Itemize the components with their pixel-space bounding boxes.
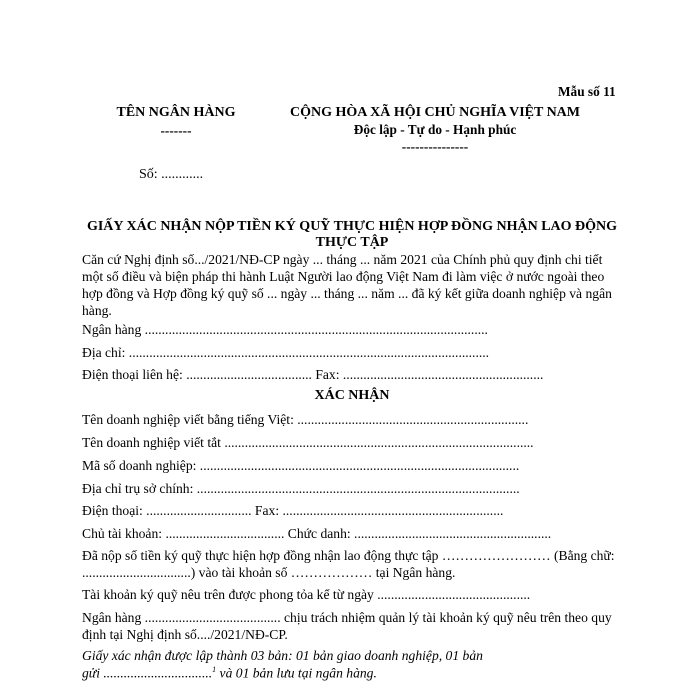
motto-divider: --------------- xyxy=(401,139,469,154)
form-number: Mẫu số 11 xyxy=(558,84,616,99)
deposit-text: Đã nộp số tiền ký quỹ thực hiện hợp đồng nhận lao động thực tập …………………… (Bằng chữ: ................................) vào tài khoản số ……………… tại Ngân hàng. xyxy=(82,548,615,580)
footer-note-line-1: Giấy xác nhận được lập thành 03 bản: 01 bản giao doanh nghiệp, 01 bản xyxy=(82,648,483,663)
footer-note-recipient: gửi ................................ xyxy=(82,665,213,681)
document-title: GIẤY XÁC NHẬN NỘP TIỀN KÝ QUỸ THỰC HIỆN HỢP ĐỒNG NHẬN LAO ĐỘNG THỰC TẬP xyxy=(86,219,618,250)
bank-name-divider: ------- xyxy=(160,123,192,138)
bank-line: Ngân hàng ..................................................................................................... xyxy=(82,322,488,337)
blockade-text: Tài khoản ký quỹ nêu trên được phong tỏa kể từ ngày ............................................. xyxy=(82,587,531,602)
account-holder-line: Chủ tài khoản: ................................... Chức danh: .......................................................... xyxy=(82,526,552,541)
footer-note-tail: và 01 bản lưu tại ngân hàng. xyxy=(216,665,377,681)
company-code-line: Mã số doanh nghiệp: .............................................................................................. xyxy=(82,458,520,473)
footer-note-line-2 xyxy=(82,665,377,682)
bank-phone-fax-line: Điện thoại liên hệ: ..................................... Fax: ........................................................... xyxy=(82,367,544,382)
confirm-heading: XÁC NHẬN xyxy=(314,388,390,403)
preamble-text: Căn cứ Nghị định số.../2021/NĐ-CP ngày ... tháng ... năm 2021 của Chính phủ quy định chi tiết một số điều và biện pháp thi hành Luật Người lao động Việt Nam đi làm việc ở nước ngoài theo hợp đồng và Hợp đồng ký quỹ số ... ngày ... tháng ... năm ... đã ký kết giữa doanh nghiệp và ngân hàng. xyxy=(82,252,612,318)
company-name-vn-line: Tên doanh nghiệp viết bằng tiếng Việt: .................................................................... xyxy=(82,412,529,427)
head-office-line: Địa chỉ trụ sở chính: ............................................................................................... xyxy=(82,481,520,496)
management-text: Ngân hàng ........................................ chịu trách nhiệm quản lý tài khoản ký quỹ nêu trên theo quy định tại Nghị định số..../2021/NĐ-CP. xyxy=(82,610,612,642)
bank-address-line: Địa chỉ: .......................................................................................................... xyxy=(82,345,490,360)
document-number: Số: ............ xyxy=(139,167,204,182)
company-phone-fax-line: Điện thoại: ............................... Fax: ................................................................. xyxy=(82,503,504,518)
company-name-short-line: Tên doanh nghiệp viết tắt ........................................................................................... xyxy=(82,435,534,450)
national-title: CỘNG HÒA XÃ HỘI CHỦ NGHĨA VIỆT NAM xyxy=(289,105,580,120)
national-motto: Độc lập - Tự do - Hạnh phúc xyxy=(353,122,517,137)
footnote-marker: 1 xyxy=(212,665,217,674)
bank-name-header: TÊN NGÂN HÀNG xyxy=(116,105,236,120)
